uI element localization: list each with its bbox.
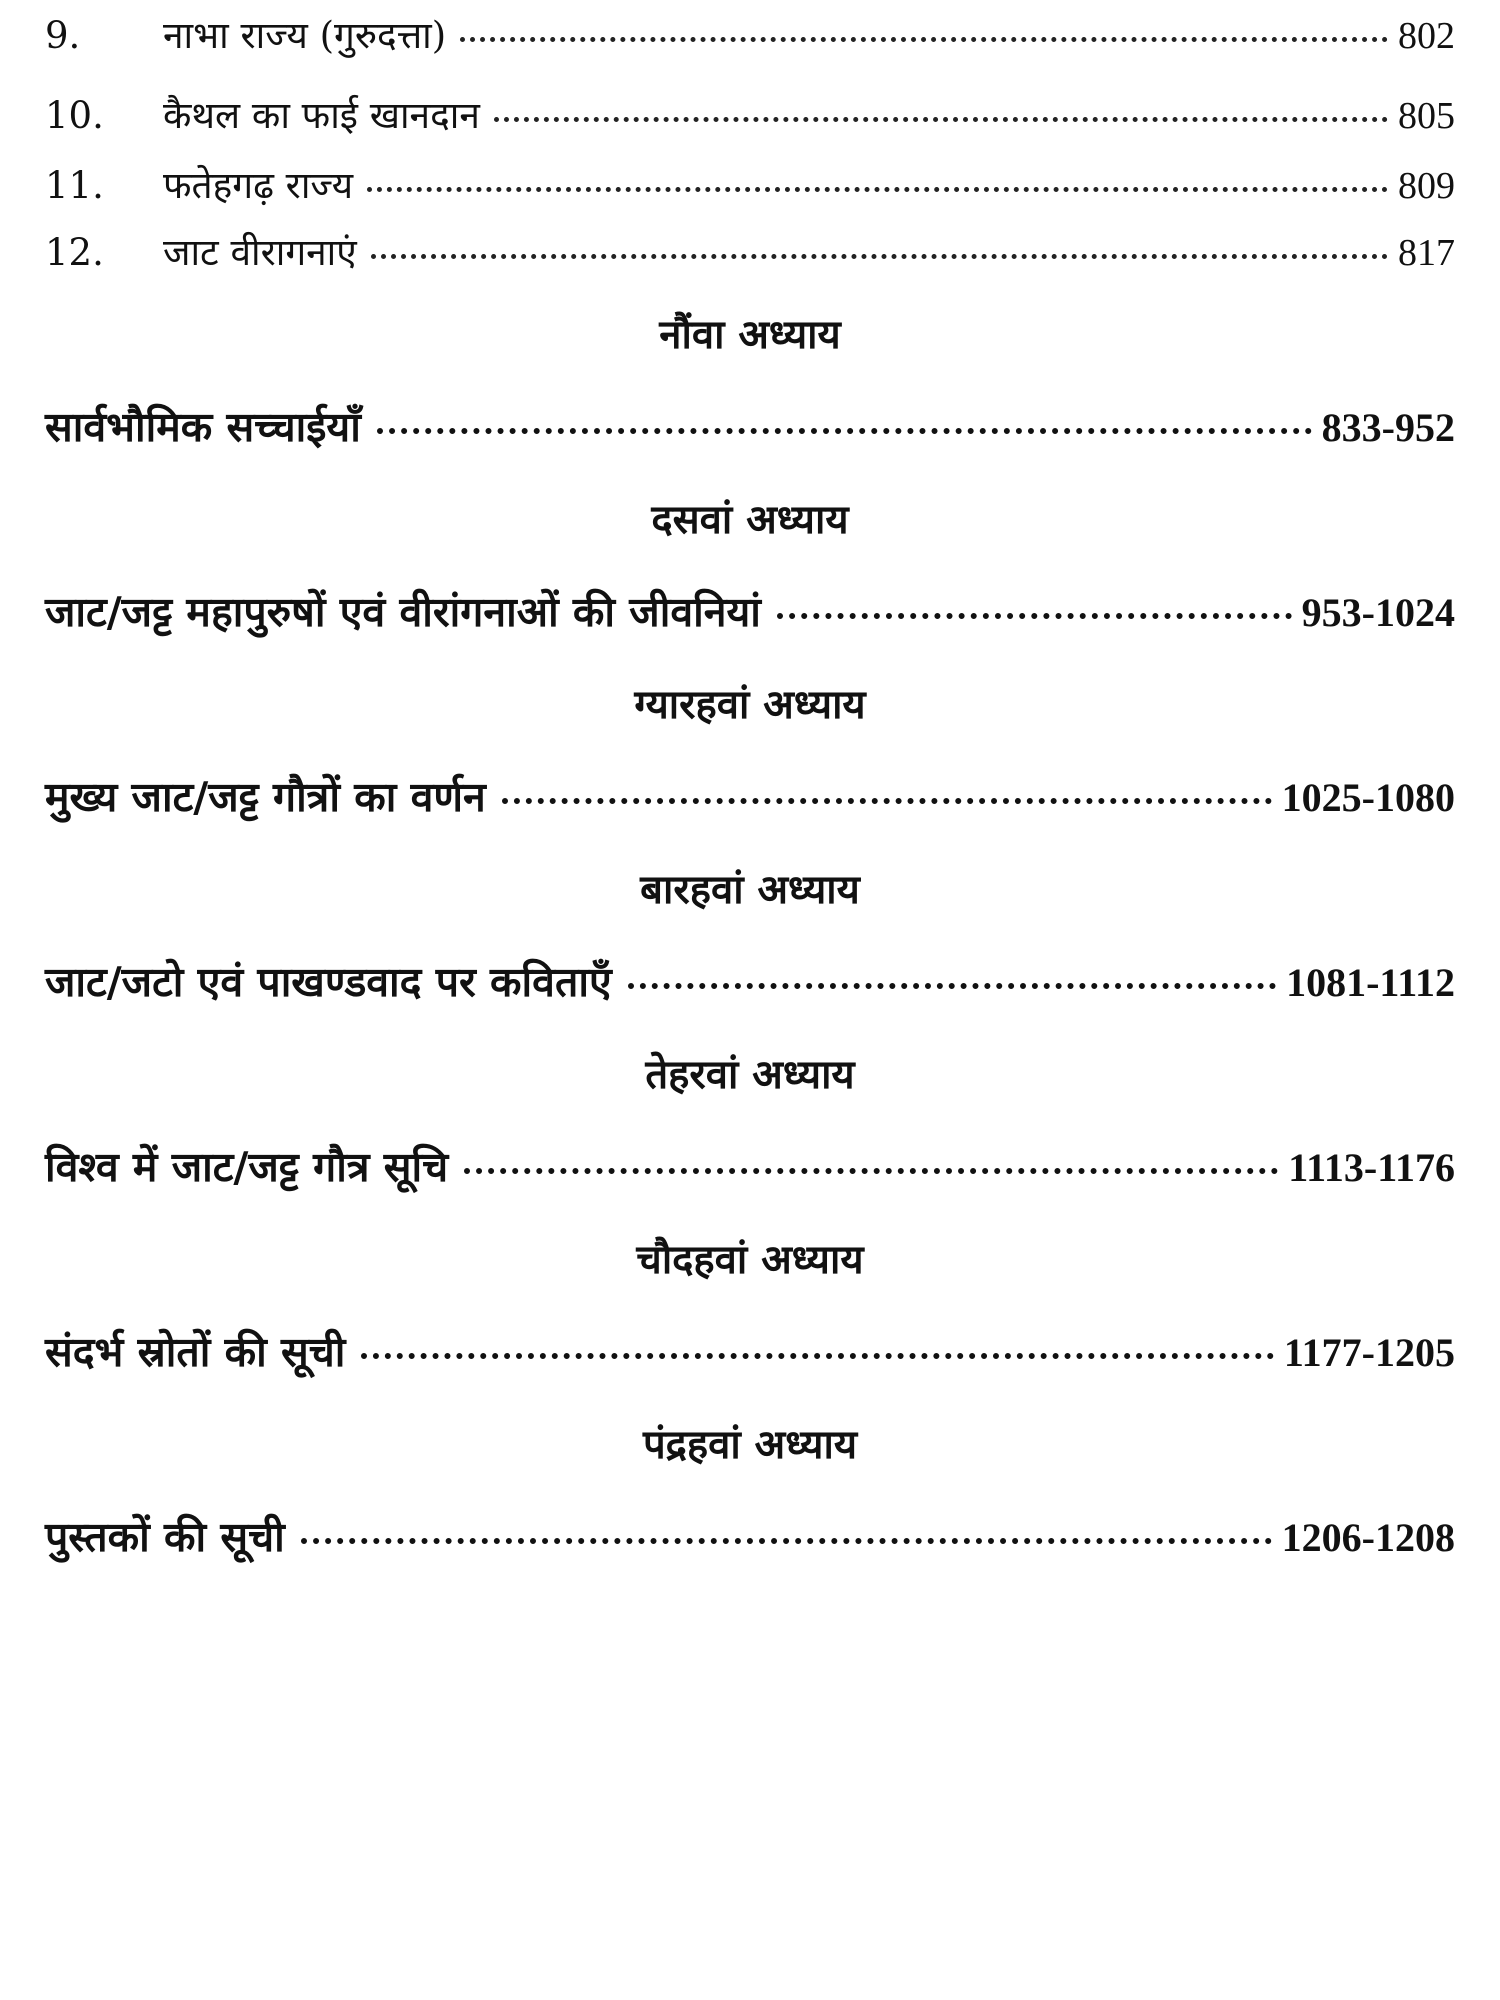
chapter-title: सार्वभौमिक सच्चाईयाँ [45,403,361,451]
entry-page-number: 809 [1398,165,1455,207]
entry-title: कैथल का फाई खानदान [163,94,480,137]
dot-leader [628,983,1276,989]
dot-leader [494,117,1388,122]
chapter-heading: बारहवां अध्याय [640,867,860,913]
dot-leader [367,187,1388,192]
chapter-entry [45,1508,1455,1564]
chapter-page-range: 1206-1208 [1281,1515,1455,1560]
dot-leader [460,37,1388,42]
entry-page-number: 817 [1398,232,1455,274]
chapter-heading: तेहरवां अध्याय [645,1052,855,1098]
dot-leader [464,1168,1278,1174]
dot-leader [502,798,1272,804]
chapter-page-range: 953-1024 [1301,590,1455,635]
entry-page-number: 802 [1398,15,1455,57]
toc-entry-10 [45,88,1455,139]
chapter-page-range: 1113-1176 [1288,1145,1455,1190]
chapter-title: जाट/जट्ट महापुरुषों एवं वीरांगनाओं की जीवनियां [45,588,761,636]
dot-leader [377,428,1312,434]
toc-entry-9 [45,8,1455,59]
chapter-entry [45,1138,1455,1194]
dot-leader [301,1538,1272,1544]
chapter-title: मुख्य जाट/जट्ट गौत्रों का वर्णन [45,773,486,821]
entry-title: जाट वीरागनाएं [163,231,357,274]
entry-number: 11. [45,164,104,207]
chapter-page-range: 1081-1112 [1286,960,1455,1005]
chapter-entry [45,953,1455,1009]
chapter-entry [45,398,1455,454]
chapter-heading: पंद्रहवां अध्याय [642,1422,858,1468]
chapter-title: पुस्तकों की सूची [45,1513,285,1561]
chapter-title: विश्व में जाट/जट्ट गौत्र सूचि [45,1143,449,1191]
chapter-page-range: 833-952 [1321,405,1455,450]
chapter-heading: ग्यारहवां अध्याय [634,682,866,728]
entry-number: 9. [45,14,81,57]
chapter-title: संदर्भ स्रोतों की सूची [45,1328,346,1376]
chapter-page-range: 1025-1080 [1281,775,1455,820]
toc-entry-11 [45,158,1455,209]
dot-leader [361,1353,1274,1359]
dot-leader [777,613,1292,619]
chapter-title: जाट/जटो एवं पाखण्डवाद पर कविताएँ [45,958,612,1006]
dot-leader [371,254,1388,259]
entry-number: 12. [45,231,104,274]
toc-entry-12 [45,225,1455,276]
chapter-entry [45,768,1455,824]
chapter-entry [45,583,1455,639]
chapter-page-range: 1177-1205 [1283,1330,1455,1375]
chapter-entry [45,1323,1455,1379]
chapter-heading: दसवां अध्याय [651,497,849,543]
entry-number: 10. [45,94,104,137]
entry-title: फतेहगढ़ राज्य [163,164,354,207]
entry-title: नाभा राज्य (गुरुदत्ता) [163,14,447,57]
chapter-heading: चौदहवां अध्याय [636,1237,864,1283]
entry-page-number: 805 [1398,95,1455,137]
chapter-heading: नौंवा अध्याय [659,312,841,358]
